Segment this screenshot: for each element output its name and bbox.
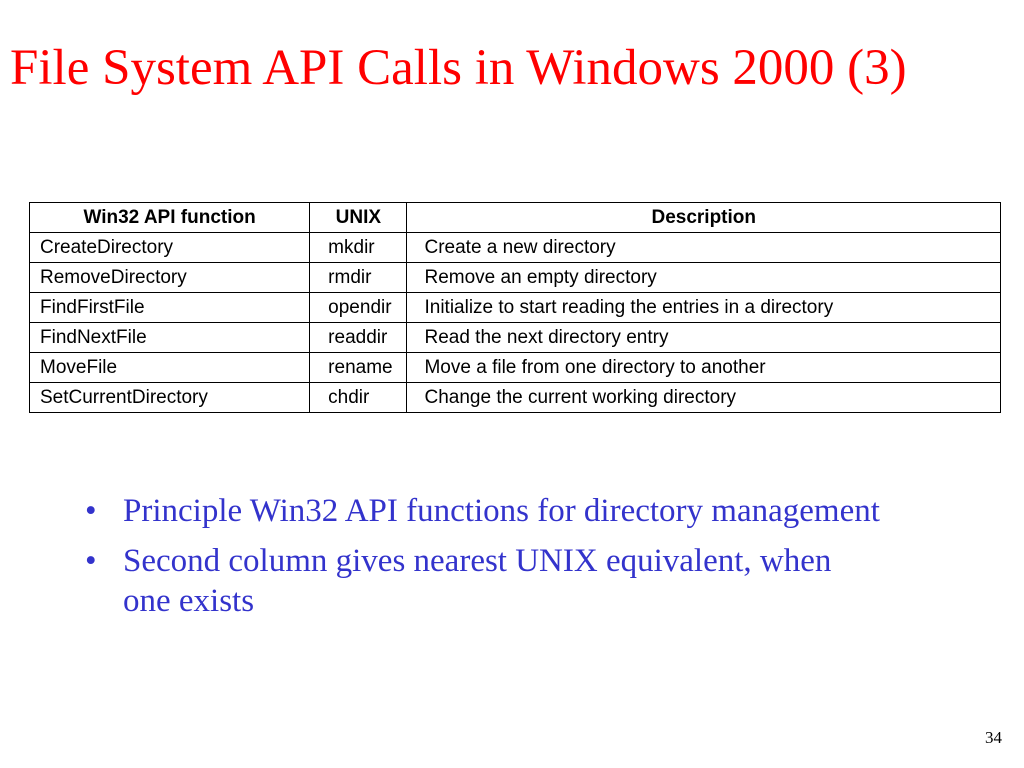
- table-row: [30, 353, 1001, 383]
- bullet-dot-icon: •: [85, 543, 97, 579]
- header-win32-api-function: Win32 API function: [30, 203, 310, 233]
- cell-unix-equivalent: mkdir: [310, 233, 407, 263]
- cell-win32-function: FindNextFile: [30, 323, 310, 353]
- table-row: [30, 383, 1001, 413]
- slide-title: File System API Calls in Windows 2000 (3): [10, 40, 907, 96]
- table-header-row: [30, 203, 1001, 233]
- table-row: [30, 233, 1001, 263]
- bullet-text: Principle Win32 API functions for directory management: [123, 493, 880, 529]
- cell-win32-function: MoveFile: [30, 353, 310, 383]
- cell-unix-equivalent: opendir: [310, 293, 407, 323]
- header-unix: UNIX: [310, 203, 407, 233]
- cell-unix-equivalent: rmdir: [310, 263, 407, 293]
- bullet-dot-icon: •: [85, 493, 97, 529]
- cell-win32-function: CreateDirectory: [30, 233, 310, 263]
- table-row: [30, 323, 1001, 353]
- bullet-text: Second column gives nearest UNIX equivalent, when one exists: [123, 543, 832, 619]
- bullet-item: [85, 541, 885, 621]
- header-description: Description: [407, 203, 1001, 233]
- cell-description: Initialize to start reading the entries in a directory: [407, 293, 1001, 323]
- cell-unix-equivalent: rename: [310, 353, 407, 383]
- bullet-list: [85, 491, 885, 631]
- cell-win32-function: RemoveDirectory: [30, 263, 310, 293]
- cell-description: Change the current working directory: [407, 383, 1001, 413]
- bullet-item: [85, 491, 885, 531]
- cell-unix-equivalent: readdir: [310, 323, 407, 353]
- cell-description: Remove an empty directory: [407, 263, 1001, 293]
- cell-description: Read the next directory entry: [407, 323, 1001, 353]
- table-row: [30, 293, 1001, 323]
- cell-description: Create a new directory: [407, 233, 1001, 263]
- table-row: [30, 263, 1001, 293]
- cell-unix-equivalent: chdir: [310, 383, 407, 413]
- page-number: 34: [985, 728, 1002, 747]
- cell-win32-function: SetCurrentDirectory: [30, 383, 310, 413]
- cell-description: Move a file from one directory to another: [407, 353, 1001, 383]
- api-comparison-table: [29, 202, 1001, 413]
- cell-win32-function: FindFirstFile: [30, 293, 310, 323]
